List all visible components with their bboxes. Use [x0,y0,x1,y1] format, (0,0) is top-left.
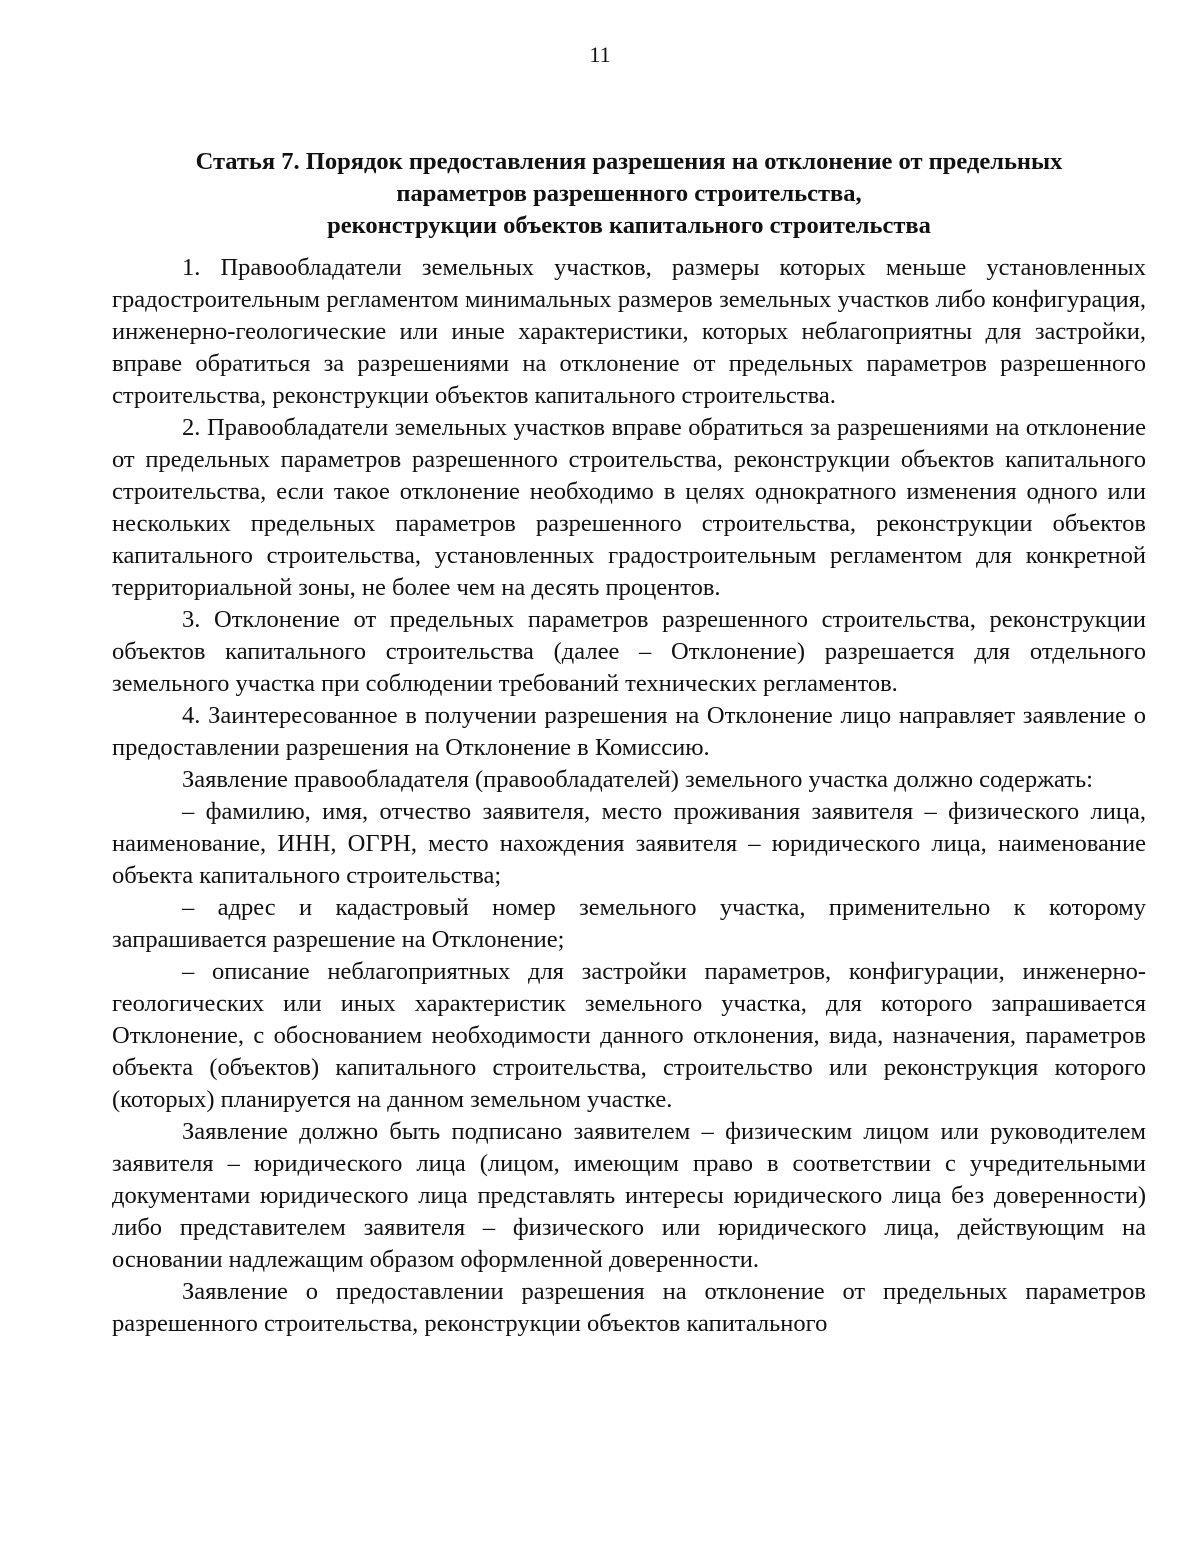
article-heading [112,146,1146,242]
article-body [112,252,1146,1340]
paragraph-2: 2. Правообладатели земельных участков вправе обратиться за разрешениями на отклонение от предельных параметров разрешенного строительства, реконструкции объектов капитального строительства, если такое отклонение необходимо в целях однократного изменения одного или нескольких предельных параметров разрешенного строительства, реконструкции объектов капитального строительства, установленных градостроительным регламентом для конкретной территориальной зоны, не более чем на десять процентов. [112,414,1146,601]
page-number: 11 [589,42,611,67]
paragraph-3: 3. Отклонение от предельных параметров разрешенного строительства, реконструкции объектов капитального строительства (далее – Отклонение) разрешается для отдельного земельного участка при соблюдении требований технических регламентов. [112,606,1146,697]
paragraph-4: 4. Заинтересованное в получении разрешения на Отклонение лицо направляет заявление о предоставлении разрешения на Отклонение в Комиссию. [112,702,1146,761]
list-item-characteristics-description: – описание неблагоприятных для застройки параметров, конфигурации, инженерно-геологических или иных характеристик земельного участка, для которого запрашивается Отклонение, с обоснованием необходимости данного отклонения, вида, назначения, параметров объекта (объектов) капитального строительства, строительство или реконструкция которого (которых) планируется на данном земельном участке. [112,958,1146,1113]
list-item-land-plot-address: – адрес и кадастровый номер земельного участка, применительно к которому запрашивается разрешение на Отклонение; [112,894,1146,953]
article-title-line-1: Статья 7. Порядок предоставления разрешения на отклонение от предельных [195,148,1063,175]
application-contents-intro: Заявление правообладателя (правообладателей) земельного участка должно содержать: [182,766,1093,793]
article-title-line-3: реконструкции объектов капитального строительства [327,212,931,239]
paragraph-application-continuation: Заявление о предоставлении разрешения на отклонение от предельных параметров разрешенного строительства, реконструкции объектов капитального [112,1278,1146,1337]
list-item-applicant-details: – фамилию, имя, отчество заявителя, место проживания заявителя – физического лица, наименование, ИНН, ОГРН, место нахождения заявителя – юридического лица, наименование объекта капитального строительства; [112,798,1146,889]
paragraph-signature-requirements: Заявление должно быть подписано заявителем – физическим лицом или руководителем заявителя – юридического лица (лицом, имеющим право в соответствии с учредительными документами юридического лица представлять интересы юридического лица без доверенности) либо представителем заявителя – физического или юридического лица, действующим на основании надлежащим образом оформленной доверенности. [112,1118,1146,1273]
paragraph-1: 1. Правообладатели земельных участков, размеры которых меньше установленных градостроительным регламентом минимальных размеров земельных участков либо конфигурация, инженерно-геологические или иные характеристики, которых неблагоприятны для застройки, вправе обратиться за разрешениями на отклонение от предельных параметров разрешенного строительства, реконструкции объектов капитального строительства. [112,254,1146,409]
article-title-line-2: параметров разрешенного строительства, [396,180,862,207]
